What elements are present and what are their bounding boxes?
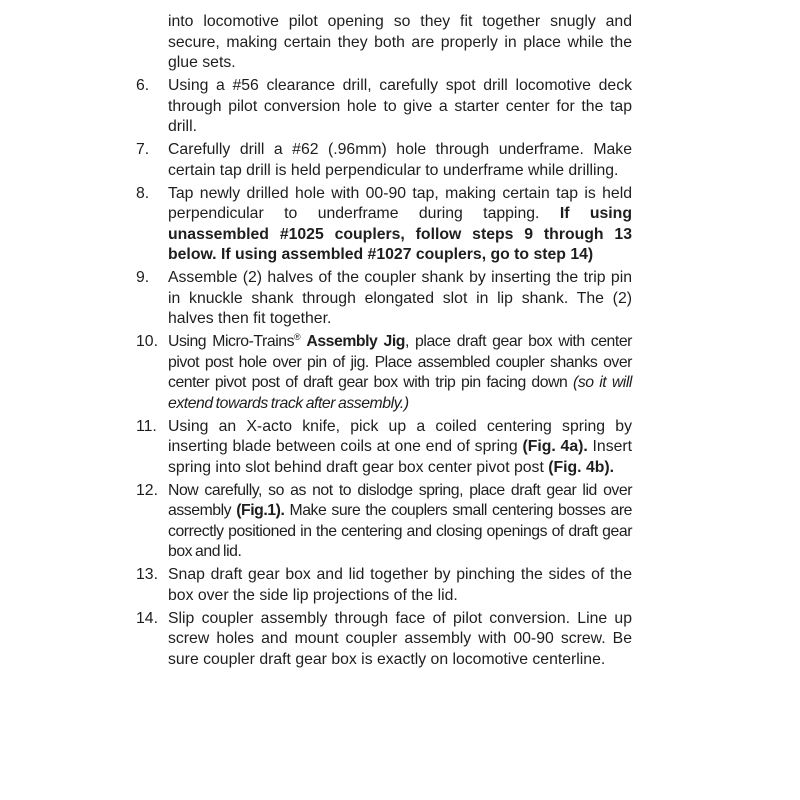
step-9 — [136, 268, 632, 330]
step-number: 8. — [136, 184, 150, 202]
figure-ref-4b: (Fig. 4b). — [548, 458, 615, 476]
step-text-2: Insert spring into slot behind draft gear box center pivot post — [168, 438, 633, 476]
step-text: Using an X-acto knife, pick up a coiled centering spring by inserting blade between coils at one end of spring — [168, 417, 632, 455]
step-text: Using a #56 clearance drill, carefully spot drill locomotive deck through pilot conversion hole to give a starter center for the tap drill. — [168, 77, 632, 135]
step-12 — [136, 481, 632, 563]
step-text-2: Make sure the couplers small centering bosses are correctly positioned in the centering and closing openings of draft gear box and lid. — [168, 502, 632, 560]
step-6 — [136, 76, 632, 138]
figure-ref-4a: (Fig. 4a). — [522, 438, 588, 455]
step-text: Tap newly drilled hole with 00-90 tap, making certain tap is held perpendicular to underframe during tapping. — [168, 184, 632, 222]
step-italic-note: (so it will extend towards track after assembly.) — [168, 374, 632, 412]
step-7 — [136, 140, 632, 181]
step-text: , place draft gear box with center pivot post hole over pin of jig. Place assembled coupler shanks over center pivot post of draft gear box with trip pin facing down — [168, 333, 632, 391]
step-14 — [136, 609, 632, 671]
step-number: 7. — [136, 141, 150, 158]
step-5-continuation: into locomotive pilot opening so they fit together snugly and secure, making certain they both are properly in place while the glue sets. — [168, 13, 632, 71]
step-body — [168, 481, 632, 563]
step-text: Snap draft gear box and lid together by pinching the sides of the box over the side lip projections of the lid. — [168, 566, 632, 604]
step-number: 11. — [136, 417, 157, 435]
step-10 — [136, 332, 632, 414]
step-13 — [136, 565, 632, 606]
step-number: 6. — [136, 77, 150, 94]
step-number: 13. — [136, 566, 158, 583]
step-text: Slip coupler assembly through face of pilot conversion. Line up screw holes and mount coupler assembly with 00-90 screw. Be sure coupler draft gear box is exactly on locomotive centerline. — [168, 609, 632, 668]
step-text: Assemble (2) halves of the coupler shank by inserting the trip pin in knuckle shank through elongated slot in lip shank. The (2) halves then fit together. — [168, 269, 632, 327]
step-8 — [136, 184, 632, 266]
step-11 — [136, 417, 632, 479]
step-body — [168, 332, 632, 414]
step-text: Carefully drill a #62 (.96mm) hole through underframe. Make certain tap drill is held perpendicular to underframe while drilling. — [168, 141, 632, 179]
step-text: Now carefully, so as not to dislodge spring, place draft gear lid over assembly — [168, 481, 632, 519]
step-bold-term: Assembly Jig — [306, 333, 405, 350]
step-text-pre: Using Micro-Trains — [168, 333, 295, 350]
step-number: 10. — [136, 333, 158, 350]
instruction-column — [136, 12, 632, 673]
step-number: 14. — [136, 609, 158, 627]
figure-ref-1: (Fig.1). — [236, 502, 285, 519]
step-bold-note: If using unassembled #1025 couplers, follow steps 9 through 13 below. If using assembled #1027 couplers, go to step 14) — [168, 205, 632, 263]
step-body — [168, 184, 632, 266]
step-body — [168, 417, 632, 479]
step-number: 9. — [136, 269, 150, 286]
registered-mark: ® — [294, 332, 301, 342]
step-number: 12. — [136, 481, 158, 499]
